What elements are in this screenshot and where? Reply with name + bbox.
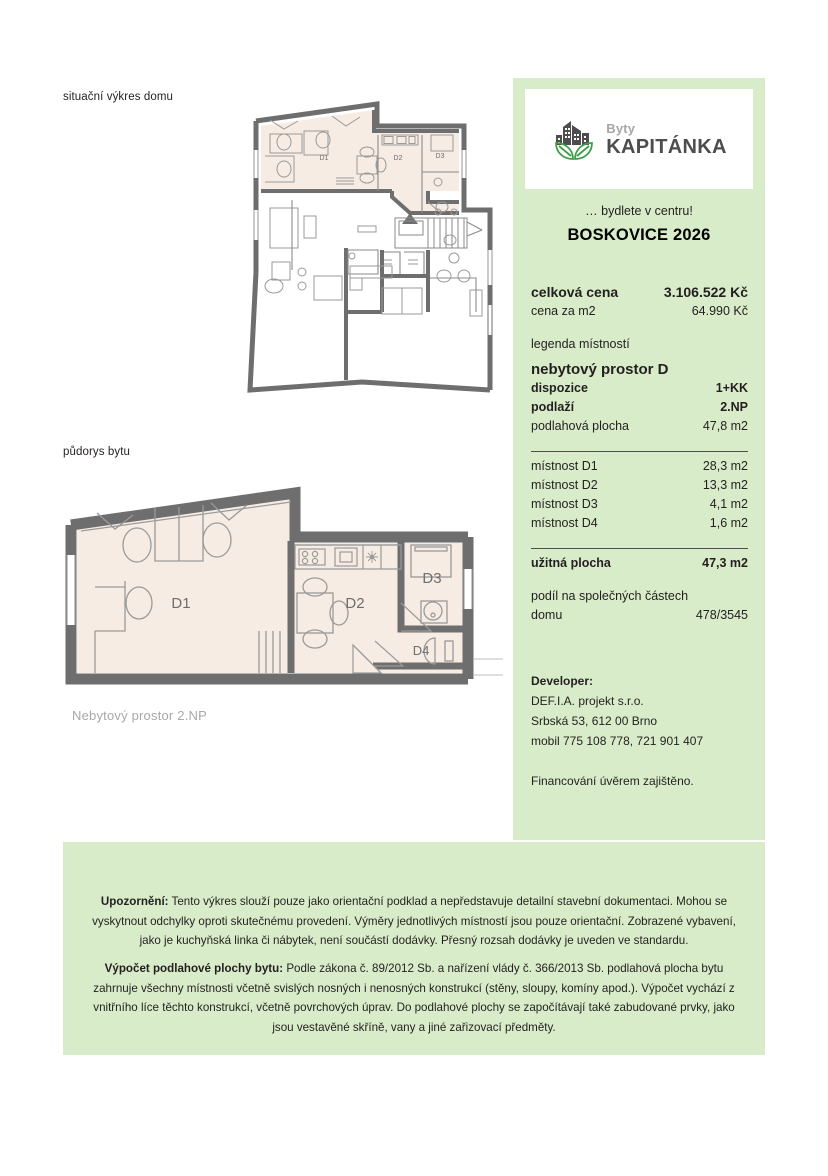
floorplan-label: půdorys bytu: [63, 446, 131, 458]
room-value: 4,1 m2: [709, 497, 748, 511]
developer-block: [531, 671, 753, 791]
room-value: 13,3 m2: [702, 478, 748, 492]
developer-address: Srbská 53, 612 00 Brno: [531, 714, 658, 728]
floorplan-caption: Nebytový prostor 2.NP: [72, 708, 207, 723]
disclaimer-note-1: [85, 892, 743, 951]
unit-floorplan: [63, 483, 503, 698]
price-per-m2-label: cena za m2: [531, 304, 596, 318]
brand-logo-card: [525, 89, 753, 189]
situation-room-d3: D3: [435, 153, 445, 160]
price-per-m2-row: [531, 302, 748, 321]
developer-heading: Developer:: [531, 674, 594, 688]
unit-title: nebytový prostor D: [531, 361, 669, 378]
developer-phone: mobil 775 108 778, 721 901 407: [531, 734, 704, 748]
plan-room-d4: D4: [412, 643, 430, 658]
disclaimer-note-2-text: Podle zákona č. 89/2012 Sb. a nařízení vlády č. 366/2013 Sb. podlahová plocha bytu zahrnuje všechny místnosti včetně svislých nosných i nenosných konstrukcí (stěny, sloupy, komíny apod.). Výpočet vychází z vnitřního líce těchto konstrukcí, včetně povrchových úprav. Do podlahové plochy se započítávají také zabudované prvky, jako jsou vestavěné skříně, vany a jiné zařizovací předměty.: [93, 962, 735, 1034]
layout-value: 1+KK: [715, 381, 748, 395]
room-label: místnost D1: [531, 459, 598, 473]
disclaimer-note-2: [85, 959, 743, 1037]
floor-value: 2.NP: [720, 400, 748, 414]
layout-label: dispozice: [531, 381, 588, 395]
situation-drawing-label: situační výkres domu: [63, 91, 174, 103]
usable-area-row: [531, 554, 748, 573]
floor-area-label: podlahová plocha: [531, 419, 629, 433]
share-label-line1: podíl na společných částech: [531, 589, 689, 603]
info-panel: [513, 78, 765, 840]
plan-room-d1: D1: [171, 595, 191, 612]
floor-row: [531, 398, 748, 417]
financing-note: Financování úvěrem zajištěno.: [531, 774, 694, 788]
floor-label: podlaží: [531, 400, 575, 414]
room-value: 28,3 m2: [702, 459, 748, 473]
unit-title-row: [531, 360, 748, 379]
share-row: [531, 606, 748, 625]
tagline: … bydlete v centru!: [585, 204, 693, 218]
legend-divider-bottom: [531, 548, 748, 549]
room-label: místnost D3: [531, 497, 598, 511]
room-row: [531, 476, 748, 495]
room-label: místnost D2: [531, 478, 598, 492]
price-per-m2-value: 64.990 Kč: [691, 304, 748, 318]
usable-area-label: užitná plocha: [531, 556, 611, 570]
share-label-line2: domu: [531, 608, 563, 622]
total-price-value: 3.106.522 Kč: [663, 284, 748, 300]
disclaimer-note-2-label: Výpočet podlahové plochy bytu:: [104, 962, 284, 975]
usable-area-value: 47,3 m2: [702, 556, 748, 570]
room-row: [531, 495, 748, 514]
developer-company: DEF.I.A. projekt s.r.o.: [531, 694, 644, 708]
situation-room-d1: D1: [319, 155, 329, 162]
building-leaf-logo-icon: [551, 115, 597, 163]
situation-room-d2: D2: [393, 155, 403, 162]
room-row: [531, 457, 748, 476]
disclaimer-note-1-label: Upozornění:: [100, 895, 169, 908]
logo-brand-main: KAPITÁNKA: [606, 135, 727, 158]
total-price-row: [531, 283, 748, 302]
room-label: místnost D4: [531, 516, 598, 530]
legend-divider-top: [531, 451, 748, 452]
room-value: 1,6 m2: [709, 516, 748, 530]
room-row: [531, 514, 748, 533]
layout-row: [531, 379, 748, 398]
floor-area-value: 47,8 m2: [702, 419, 748, 433]
disclaimer-note-1-text: Tento výkres slouží pouze jako orientační podklad a nepředstavuje detailní stavební dokumentaci. Mohou se vyskytnout odchylky oproti skutečnému provedení. Výměry jednotlivých místností jsou pouze orientační. Zobrazené vybavení, jako je kuchyňská linka či nábytek, není součástí dodávky. Přesný rozsah dodávky je uveden ve standardu.: [92, 895, 736, 947]
project-title: BOSKOVICE 2026: [567, 226, 711, 244]
disclaimer-band: [63, 842, 765, 1055]
plan-room-d3: D3: [422, 570, 442, 587]
legend-heading: legenda místností: [531, 337, 630, 351]
total-price-label: celková cena: [531, 284, 619, 300]
logo-brand-small: Byty: [606, 120, 636, 136]
plan-room-d2: D2: [345, 595, 365, 612]
floor-area-row: [531, 417, 748, 436]
situation-drawing: [232, 90, 497, 430]
share-value: 478/3545: [695, 608, 748, 622]
